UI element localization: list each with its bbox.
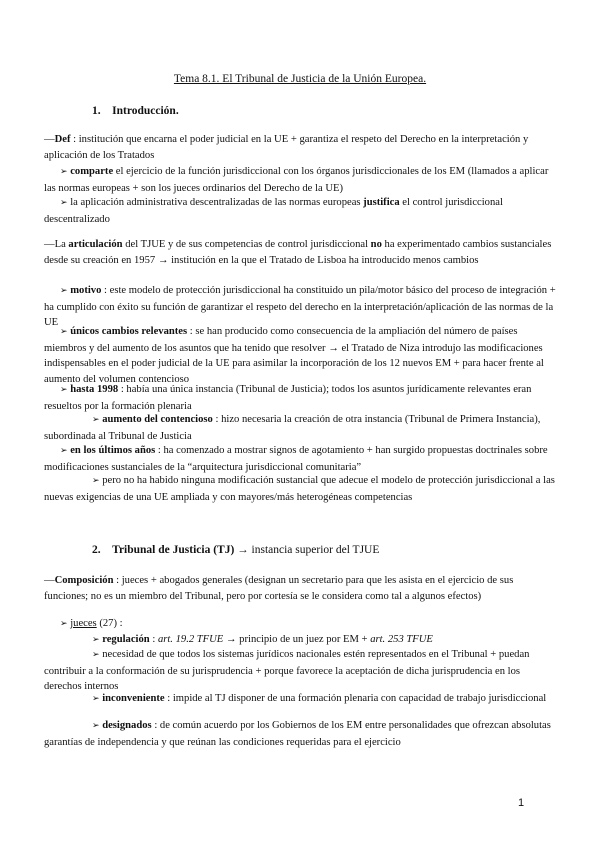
- term-motivo: motivo: [70, 285, 102, 296]
- term-designados: designados: [102, 720, 152, 731]
- article-ref: art. 253 TFUE: [370, 634, 433, 645]
- term-jueces: jueces: [70, 618, 97, 629]
- text: (27) :: [96, 618, 123, 629]
- document-title: Tema 8.1. El Tribunal de Justicia de la Unión Europea.: [173, 73, 427, 85]
- text: :: [149, 634, 158, 645]
- bullet-inconveniente: [44, 691, 559, 708]
- arrow-bullet-icon: ➢: [92, 650, 100, 660]
- text: la aplicación administrativa descentralizadas de las normas europeas: [67, 197, 364, 208]
- text: : había una única instancia (Tribunal de Justicia); todos los asuntos jurídicamente relevantes eran resueltos por la formación plenaria: [44, 384, 532, 412]
- text: del TJUE y de sus competencias de control jurisdiccional: [122, 239, 371, 250]
- text: : hizo necesaria la creación de otra instancia (Tribunal de Primera Instancia), subordinada al Tribunal de Justicia: [44, 414, 541, 442]
- term-comparte: comparte: [70, 166, 114, 177]
- arrow-bullet-icon: ➢: [60, 385, 68, 395]
- paragraph-composicion: [44, 573, 559, 604]
- text: : impide al TJ disponer de una formación plenaria con capacidad de trabajo jurisdiccional: [164, 693, 547, 704]
- arrow-bullet-icon: ➢: [92, 635, 100, 645]
- page-number: 1: [518, 797, 525, 809]
- section-2-title: Tribunal de Justicia (TJ): [112, 544, 235, 556]
- text: : jueces + abogados generales (designan un secretario para que les asista en el ejercicio de sus funciones; no es un miembro del Tribunal, pero por cortesía se le considera como tal a algunos efectos): [44, 575, 514, 602]
- arrow-bullet-icon: ➢: [92, 415, 100, 425]
- term-aumento-contencioso: aumento del contencioso: [102, 414, 213, 425]
- section-2-heading: [92, 544, 379, 556]
- term-articulacion: articulación: [68, 239, 123, 250]
- text: : institución que encarna el poder judicial en la UE + garantiza el respeto del Derecho en la interpretación y aplicación de los Tratados: [44, 134, 529, 161]
- text: el control jurisdiccional descentralizado: [44, 197, 503, 225]
- bullet-jueces: [44, 616, 559, 633]
- text: → principio de un juez por EM +: [223, 634, 371, 645]
- text: —La: [44, 239, 69, 250]
- term-ultimos-anos: en los últimos años: [70, 445, 156, 456]
- arrow-bullet-icon: ➢: [60, 167, 68, 177]
- text: : se han producido como consecuencia de la ampliación del número de países miembros y del aumento de los asuntos que ha tenido que resolver → el Tratado de Niza introdujo las modificaciones indispensables en el poder judicial de la UE para asimilar la incorporación de los 12 nuevos EM + para hacer frente al aumento del volumen contencioso: [44, 326, 544, 385]
- text: necesidad de que todos los sistemas jurídicos nacionales estén representados en el Tribunal + puedan contribuir a la conformación de su jurisprudencia + porque favorece la aceptación de dicha jurisprudencia en los derechos internos: [44, 649, 530, 693]
- bullet-designados: [44, 718, 559, 750]
- text: : de común acuerdo por los Gobiernos de los EM entre personalidades que ofrezcan absolutas garantías de independencia y que reúnan las condiciones requeridas para el ejercicio: [44, 720, 551, 748]
- text: ha experimentado cambios sustanciales desde su creación en 1957 → institución en la que el Tratado de Lisboa ha introducido menos cambios: [44, 239, 552, 266]
- section-1-title: Introducción.: [112, 105, 179, 117]
- term-no: no: [370, 239, 382, 250]
- bullet-unicos-cambios: [44, 324, 559, 387]
- section-1-number: 1.: [92, 105, 101, 117]
- term-justifica: justifica: [363, 197, 400, 208]
- text: : este modelo de protección jurisdiccional ha constituido un pila/motor básico del proceso de integración + ha cumplido con éxito su función de garantizar el respeto del derecho en la interpretación/aplicación de las normas de la UE: [44, 285, 556, 329]
- section-2-subtitle: → instancia superior del TJUE: [234, 544, 380, 556]
- bullet-comparte: [44, 164, 559, 196]
- paragraph-definition: [44, 132, 559, 163]
- section-1-heading: [92, 105, 179, 117]
- article-ref: art. 19.2 TFUE: [157, 634, 224, 645]
- term-hasta-1998: hasta 1998: [70, 384, 119, 395]
- bullet-necesidad: [44, 647, 559, 695]
- arrow-bullet-icon: ➢: [92, 694, 100, 704]
- bullet-ultimos-anos: [44, 443, 559, 475]
- arrow-bullet-icon: ➢: [92, 476, 100, 486]
- arrow-bullet-icon: ➢: [60, 327, 68, 337]
- text: : ha comenzado a mostrar signos de agotamiento + han surgido propuestas doctrinales sobre modificaciones sustanciales de la “arquitectura jurisdiccional comunitaria”: [44, 445, 548, 473]
- text: pero no ha habido ninguna modificación sustancial que adecue el modelo de protección jurisdiccional a las nuevas exigencias de una UE ampliada y con mayores/más heterogéneas competencias: [44, 475, 555, 503]
- section-2-number: 2.: [92, 544, 101, 556]
- term-inconveniente: inconveniente: [102, 693, 165, 704]
- term-unicos-cambios: únicos cambios relevantes: [70, 326, 188, 337]
- bullet-aumento-contencioso: [44, 412, 559, 444]
- bullet-hasta-1998: [44, 382, 559, 414]
- term-regulacion: regulación: [102, 634, 150, 645]
- arrow-bullet-icon: ➢: [60, 619, 68, 629]
- arrow-bullet-icon: ➢: [60, 446, 68, 456]
- bullet-pero-no: [44, 473, 559, 505]
- arrow-bullet-icon: ➢: [92, 721, 100, 731]
- dash: —: [44, 134, 55, 145]
- paragraph-articulacion: [44, 237, 559, 268]
- bullet-aplicacion: [44, 195, 559, 227]
- text: el ejercicio de la función jurisdiccional con los órganos jurisdiccionales de los EM (llamados a aplicar las normas europeas + son los jueces ordinarios del Derecho de la UE): [44, 166, 549, 194]
- dash: —: [44, 575, 55, 586]
- term-composicion: Composición: [54, 575, 114, 586]
- arrow-bullet-icon: ➢: [60, 198, 68, 208]
- term-def: Def: [54, 134, 71, 145]
- arrow-bullet-icon: ➢: [60, 286, 68, 296]
